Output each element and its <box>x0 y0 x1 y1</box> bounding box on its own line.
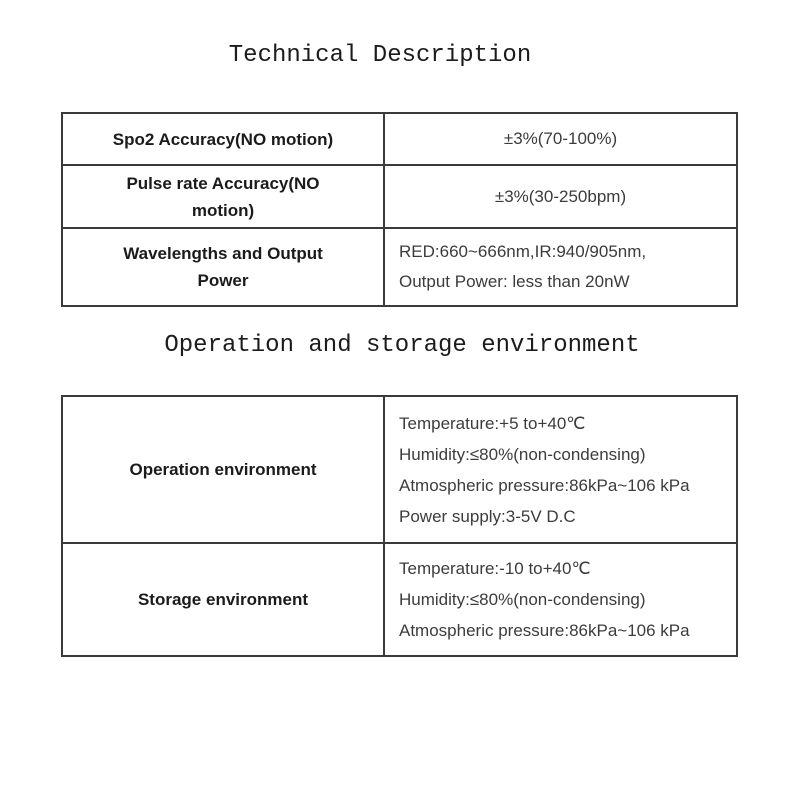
row-value-line: Atmospheric pressure:86kPa~106 kPa <box>399 621 690 640</box>
row-label <box>63 229 385 305</box>
table-row-storage-environment <box>63 542 736 655</box>
environment-table <box>61 395 738 657</box>
row-label-line: Wavelengths and Output <box>123 244 323 263</box>
row-value <box>385 397 736 542</box>
row-value-line: ±3%(70-100%) <box>503 129 618 148</box>
row-label <box>63 114 385 164</box>
row-value-line: Humidity:≤80%(non-condensing) <box>399 444 646 464</box>
row-label <box>63 544 385 655</box>
row-value <box>385 166 736 227</box>
table-row-spo2-accuracy <box>63 114 736 164</box>
row-value-line: RED:660~666nm,IR:940/905nm, <box>399 242 647 261</box>
row-value-line: Power supply:3-5V D.C <box>399 506 576 526</box>
row-value-line: ±3%(30-250bpm) <box>494 186 627 206</box>
row-label-line: Storage environment <box>137 590 309 609</box>
section-title-operation-storage-environment: Operation and storage environment <box>164 332 640 359</box>
row-label <box>63 166 385 227</box>
row-label-line: Pulse rate Accuracy(NO <box>126 173 320 193</box>
row-label-line: Spo2 Accuracy(NO motion) <box>112 129 334 149</box>
row-value-line: Output Power: less than 20nW <box>399 272 630 291</box>
technical-spec-table <box>61 112 738 307</box>
table-row-wavelengths-output-power <box>63 227 736 305</box>
row-label-line: Power <box>197 271 249 290</box>
row-value-line: Temperature:-10 to+40℃ <box>399 559 591 578</box>
row-value-line: Atmospheric pressure:86kPa~106 kPa <box>399 475 690 495</box>
row-label-line: motion) <box>191 200 255 220</box>
table-row-operation-environment <box>63 397 736 542</box>
row-value <box>385 544 736 655</box>
row-label-line: Operation environment <box>129 460 317 479</box>
row-value <box>385 229 736 305</box>
table-row-pulse-rate-accuracy <box>63 164 736 227</box>
section-title-technical-description: Technical Description <box>228 42 532 69</box>
row-value <box>385 114 736 164</box>
row-value-line: Temperature:+5 to+40℃ <box>399 413 586 433</box>
row-value-line: Humidity:≤80%(non-condensing) <box>399 590 646 609</box>
row-label <box>63 397 385 542</box>
